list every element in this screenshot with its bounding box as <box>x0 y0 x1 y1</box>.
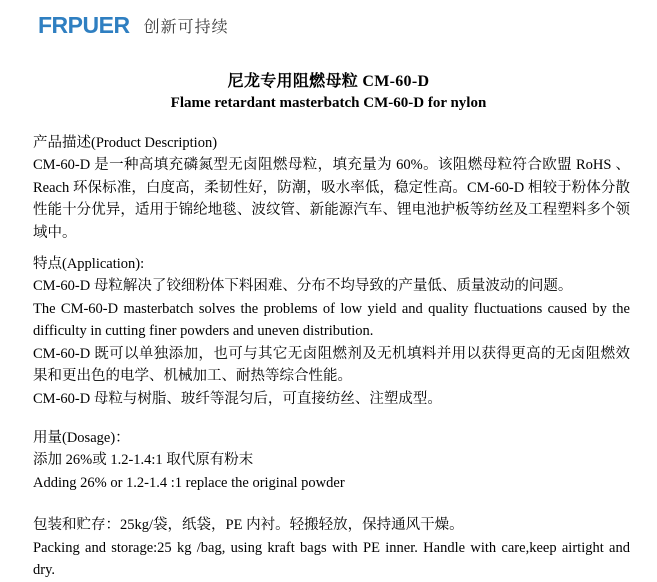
spacer <box>33 410 630 427</box>
section-paragraph: CM-60-D 是一种高填充磷氮型无卤阻燃母粒，填充量为 60%。该阻燃母粒符合欧盟 RoHS 、Reach 环保标准，白度高，柔韧性好，防潮，吸水率低，稳定性高。CM-60-D 相较于粉体分散性能十分优异，适用于锦纶地毯、波纹管、新能源汽车、锂电池护板等纺丝及工程塑料多个领域中。 <box>33 157 630 241</box>
section-heading: 产品描述(Product Description) <box>33 135 218 151</box>
section-paragraph: Adding 26% or 1.2-1.4 :1 replace the original powder <box>33 474 345 491</box>
section-paragraph: 包装和贮存：25kg/袋，纸袋，PE 内衬。轻搬轻放，保持通风干燥。 <box>33 517 464 533</box>
document-title-cn: 尼龙专用阻燃母粒 CM-60-D <box>227 73 430 90</box>
section-product-description <box>33 132 630 244</box>
spacer <box>33 244 630 253</box>
section-paragraph: 添加 26%或 1.2-1.4:1 取代原有粉末 <box>33 452 254 468</box>
section-paragraph: CM-60-D 母粒解决了铰细粉体下料困难、分布不均导致的产量低、质量波动的问题。 <box>33 278 573 294</box>
section-application <box>33 253 630 410</box>
section-paragraph: CM-60-D 母粒与树脂、玻纤等混匀后，可直接纺丝、注塑成型。 <box>33 390 442 407</box>
section-paragraph: Packing and storage:25 kg /bag, using kraft bags with PE inner. Handle with care,keep airtight and dry. <box>33 539 630 578</box>
document-body <box>33 132 630 582</box>
section-paragraph: CM-60-D 既可以单独添加，也可与其它无卤阻燃剂及无机填料并用以获得更高的无卤阻燃效果和更出色的电学、机械加工、耐热等综合性能。 <box>33 345 630 384</box>
spacer <box>33 494 630 514</box>
document-title-en: Flame retardant masterbatch CM-60-D for nylon <box>170 95 487 111</box>
logo-wordmark: FRPUER <box>38 12 130 38</box>
section-dosage <box>33 427 630 494</box>
section-heading: 用量(Dosage)： <box>33 430 130 446</box>
section-packing-storage <box>33 514 630 582</box>
logo-slogan: 创新可持续 <box>143 19 229 36</box>
company-logo <box>38 14 229 37</box>
section-heading: 特点(Application): <box>33 256 145 272</box>
section-paragraph: The CM-60-D masterbatch solves the problems of low yield and quality fluctuations caused by the difficulty in cutting finer powders and uneven distribution. <box>33 300 630 339</box>
